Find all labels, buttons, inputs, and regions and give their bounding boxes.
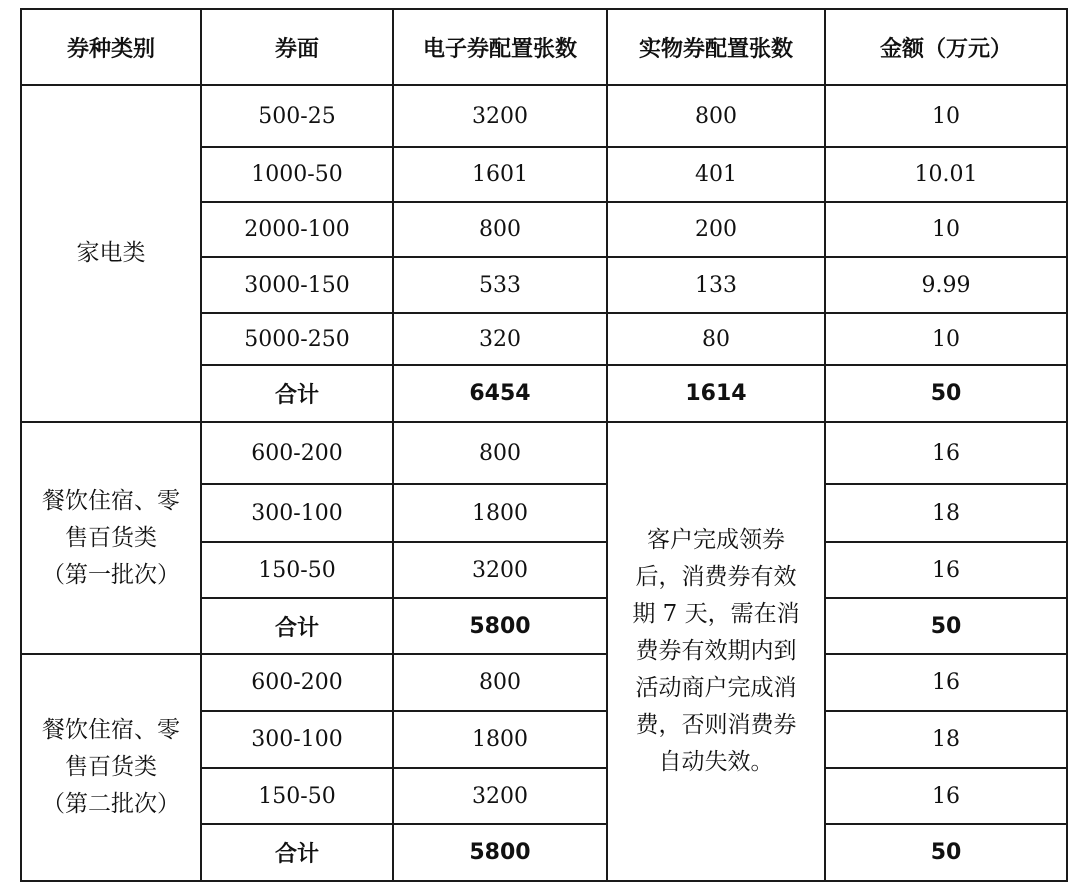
table-row [21, 422, 1067, 484]
face-value-cell: 2000-100 [201, 202, 393, 257]
electronic-count-cell: 1800 [393, 711, 607, 768]
note-line: 费券有效期内到 [635, 638, 797, 664]
header-row [21, 9, 1067, 85]
category-line: 餐饮住宿、零 [42, 487, 180, 514]
note-line: 自动失效。 [658, 749, 774, 775]
header-electronic-count: 电子券配置张数 [393, 9, 607, 85]
header-category: 券种类别 [21, 9, 201, 85]
face-value-cell: 150-50 [201, 542, 393, 598]
amount-cell: 10.01 [825, 147, 1067, 202]
amount-cell: 16 [825, 768, 1067, 824]
amount-cell: 16 [825, 654, 1067, 711]
header-physical-count: 实物券配置张数 [607, 9, 825, 85]
note-line: 活动商户完成消 [635, 675, 797, 701]
face-value-cell: 500-25 [201, 85, 393, 147]
amount-cell: 10 [825, 202, 1067, 257]
amount-cell: 18 [825, 711, 1067, 768]
total-amount: 50 [825, 365, 1067, 422]
total-label: 合计 [201, 365, 393, 422]
physical-count-cell: 800 [607, 85, 825, 147]
amount-cell: 10 [825, 313, 1067, 365]
physical-count-cell: 401 [607, 147, 825, 202]
total-physical-count: 1614 [607, 365, 825, 422]
amount-cell: 18 [825, 484, 1067, 542]
category-cell-appliances: 家电类 [21, 85, 201, 422]
total-electronic-count: 6454 [393, 365, 607, 422]
total-amount: 50 [825, 598, 1067, 654]
amount-cell: 16 [825, 542, 1067, 598]
physical-count-cell: 80 [607, 313, 825, 365]
total-electronic-count: 5800 [393, 598, 607, 654]
category-line: （第一批次） [42, 561, 180, 588]
note-line: 期 7 天，需在消 [632, 601, 800, 627]
face-value-cell: 1000-50 [201, 147, 393, 202]
electronic-count-cell: 533 [393, 257, 607, 313]
amount-cell: 10 [825, 85, 1067, 147]
table-row [21, 85, 1067, 147]
total-amount: 50 [825, 824, 1067, 881]
electronic-count-cell: 800 [393, 202, 607, 257]
total-electronic-count: 5800 [393, 824, 607, 881]
header-amount: 金额（万元） [825, 9, 1067, 85]
electronic-count-cell: 1601 [393, 147, 607, 202]
total-label: 合计 [201, 598, 393, 654]
note-line: 客户完成领券 [647, 527, 785, 553]
amount-cell: 16 [825, 422, 1067, 484]
electronic-count-cell: 800 [393, 422, 607, 484]
electronic-count-cell: 3200 [393, 85, 607, 147]
header-face-value: 券面 [201, 9, 393, 85]
face-value-cell: 600-200 [201, 654, 393, 711]
category-line: 餐饮住宿、零 [42, 717, 180, 743]
category-cell-dining-batch-1 [21, 422, 201, 654]
note-line: 费，否则消费券 [635, 712, 797, 738]
physical-count-cell: 133 [607, 257, 825, 313]
face-value-cell: 300-100 [201, 711, 393, 768]
voucher-allocation-table [20, 8, 1068, 882]
category-line: （第二批次） [42, 791, 180, 817]
amount-cell: 9.99 [825, 257, 1067, 313]
electronic-count-cell: 3200 [393, 542, 607, 598]
electronic-count-cell: 320 [393, 313, 607, 365]
physical-count-cell: 200 [607, 202, 825, 257]
table-row [21, 654, 1067, 711]
category-cell-dining-batch-2 [21, 654, 201, 881]
electronic-count-cell: 3200 [393, 768, 607, 824]
category-line: 售百货类 [65, 754, 157, 780]
face-value-cell: 600-200 [201, 422, 393, 484]
face-value-cell: 5000-250 [201, 313, 393, 365]
total-label: 合计 [201, 824, 393, 881]
category-line: 售百货类 [65, 524, 157, 551]
face-value-cell: 300-100 [201, 484, 393, 542]
electronic-count-cell: 1800 [393, 484, 607, 542]
face-value-cell: 3000-150 [201, 257, 393, 313]
note-line: 后，消费券有效 [635, 564, 797, 590]
face-value-cell: 150-50 [201, 768, 393, 824]
validity-note [607, 422, 825, 881]
electronic-count-cell: 800 [393, 654, 607, 711]
